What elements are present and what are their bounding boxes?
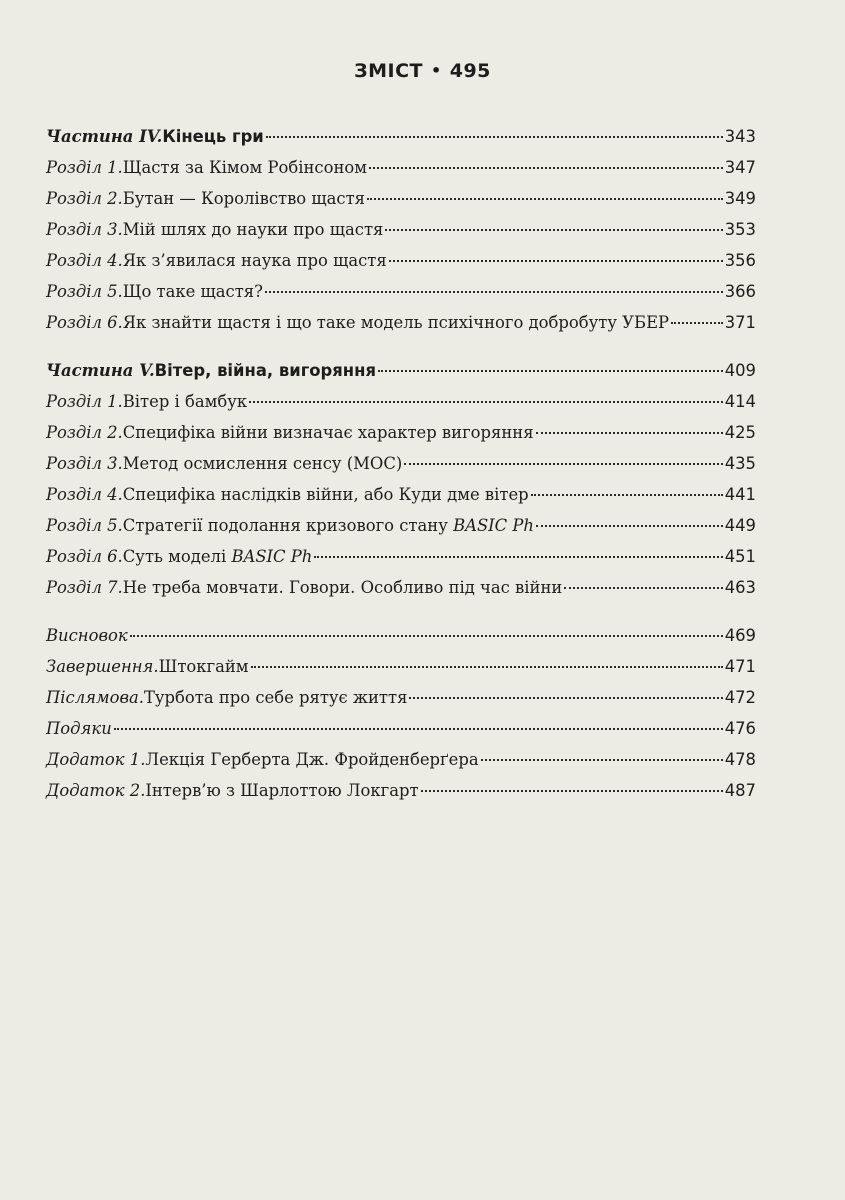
page-number: 478 [724,750,756,769]
dot-leader [367,198,723,200]
dot-leader [671,322,723,324]
page-number: 409 [724,361,756,380]
header-separator: • [430,61,442,80]
page-number: 441 [724,485,756,504]
chapter-title: Специфіка війни визначає характер вигоряння [122,423,534,442]
chapter-label: Розділ 1. [46,158,123,177]
toc-entry [46,386,756,417]
dot-leader [249,401,723,403]
toc-entry-conclusion [46,620,756,651]
page-number: 371 [724,313,756,332]
toc-entry [46,276,756,307]
chapter-label: Розділ 4. [46,251,123,270]
page-number: 366 [724,282,756,301]
page-number: 347 [724,158,756,177]
section-label: Завершення. [46,657,159,676]
chapter-title-text: Суть моделі [122,547,232,566]
chapter-title: Що таке щастя? [122,282,263,301]
toc-entry [46,245,756,276]
chapter-title: Як знайти щастя і що таке модель психічного добробуту УБЕР [122,313,670,332]
chapter-label: Розділ 4. [46,485,123,504]
dot-leader [265,291,723,293]
section-title: Лекція Герберта Дж. Фройденберґера [145,750,479,769]
section-title: Турбота про себе рятує життя [143,688,408,707]
toc-entry-part-5 [46,355,756,386]
toc-entry [46,541,756,572]
chapter-label: Розділ 3. [46,454,123,473]
dot-leader [481,759,723,761]
page-number: 463 [724,578,756,597]
section-gap [46,338,756,355]
header-title: ЗМІСТ [354,60,423,82]
dot-leader [389,260,723,262]
chapter-title: Щастя за Кімом Робінсоном [122,158,367,177]
chapter-label: Розділ 3. [46,220,123,239]
chapter-title [123,541,313,572]
toc-entry [46,183,756,214]
page-number: 451 [724,547,756,566]
dot-leader [409,697,722,699]
chapter-title: Вітер і бамбук [122,392,248,411]
part-label: Частина IV. [46,127,163,146]
chapter-title [123,510,534,541]
section-label: Додаток 2. [46,781,146,800]
section-label: Висновок [46,626,128,645]
header-page-number: 495 [449,60,491,82]
toc-entry-acknowledgements [46,713,756,744]
chapter-label: Розділ 7. [46,578,123,597]
toc-entry-appendix-2 [46,775,756,806]
toc-entry [46,572,756,603]
dot-leader [314,556,722,558]
section-label: Післямова. [46,688,144,707]
chapter-label: Розділ 5. [46,516,123,535]
dot-leader [130,635,723,637]
toc-entry-afterword [46,682,756,713]
section-gap [46,603,756,620]
toc-entry [46,214,756,245]
dot-leader [266,136,723,138]
chapter-title-italic: BASIC Ph [231,547,313,566]
part-title: Вітер, війна, вигоряння [154,361,376,380]
toc-entry-ending [46,651,756,682]
chapter-title-italic: BASIC Ph [453,516,534,535]
toc-entry [46,448,756,479]
page-number: 425 [724,423,756,442]
toc-entry-part-4 [46,121,756,152]
section-label: Подяки [46,719,112,738]
toc-entry [46,510,756,541]
chapter-label: Розділ 2. [46,423,123,442]
toc-entry [46,479,756,510]
dot-leader [114,728,723,730]
page-number: 353 [724,220,756,239]
chapter-label: Розділ 1. [46,392,123,411]
page-number: 356 [724,251,756,270]
page-number: 487 [724,781,756,800]
toc-entry [46,307,756,338]
dot-leader [536,432,723,434]
part-title: Кінець гри [162,127,264,146]
toc-entry-appendix-1 [46,744,756,775]
page-number: 349 [724,189,756,208]
page-number: 471 [724,657,756,676]
section-title: Штокгайм [158,657,249,676]
dot-leader [378,370,723,372]
chapter-label: Розділ 2. [46,189,123,208]
table-of-contents [46,121,756,806]
page-number: 449 [724,516,756,535]
dot-leader [369,167,723,169]
dot-leader [531,494,723,496]
page-number: 469 [724,626,756,645]
chapter-title: Метод осмислення сенсу (МОС) [122,454,403,473]
chapter-title: Як з’явилася наука про щастя [122,251,387,270]
page-number: 435 [724,454,756,473]
chapter-label: Розділ 6. [46,547,123,566]
dot-leader [564,587,722,589]
dot-leader [251,666,723,668]
chapter-title: Специфіка наслідків війни, або Куди дме вітер [122,485,529,504]
page-number: 414 [724,392,756,411]
dot-leader [385,229,722,231]
page-number: 476 [724,719,756,738]
toc-entry [46,152,756,183]
part-label: Частина V. [46,361,155,380]
dot-leader [421,790,723,792]
chapter-title: Мій шлях до науки про щастя [122,220,384,239]
section-title: Інтерв’ю з Шарлоттою Локгарт [145,781,419,800]
section-label: Додаток 1. [46,750,146,769]
toc-entry [46,417,756,448]
chapter-title-text: Стратегії подолання кризового стану [122,516,454,535]
running-header [0,60,845,82]
page-number: 343 [724,127,756,146]
chapter-title: Не треба мовчати. Говори. Особливо під час війни [122,578,563,597]
dot-leader [404,463,722,465]
page-number: 472 [724,688,756,707]
chapter-title: Бутан — Королівство щастя [122,189,365,208]
dot-leader [536,525,723,527]
chapter-label: Розділ 6. [46,313,123,332]
chapter-label: Розділ 5. [46,282,123,301]
